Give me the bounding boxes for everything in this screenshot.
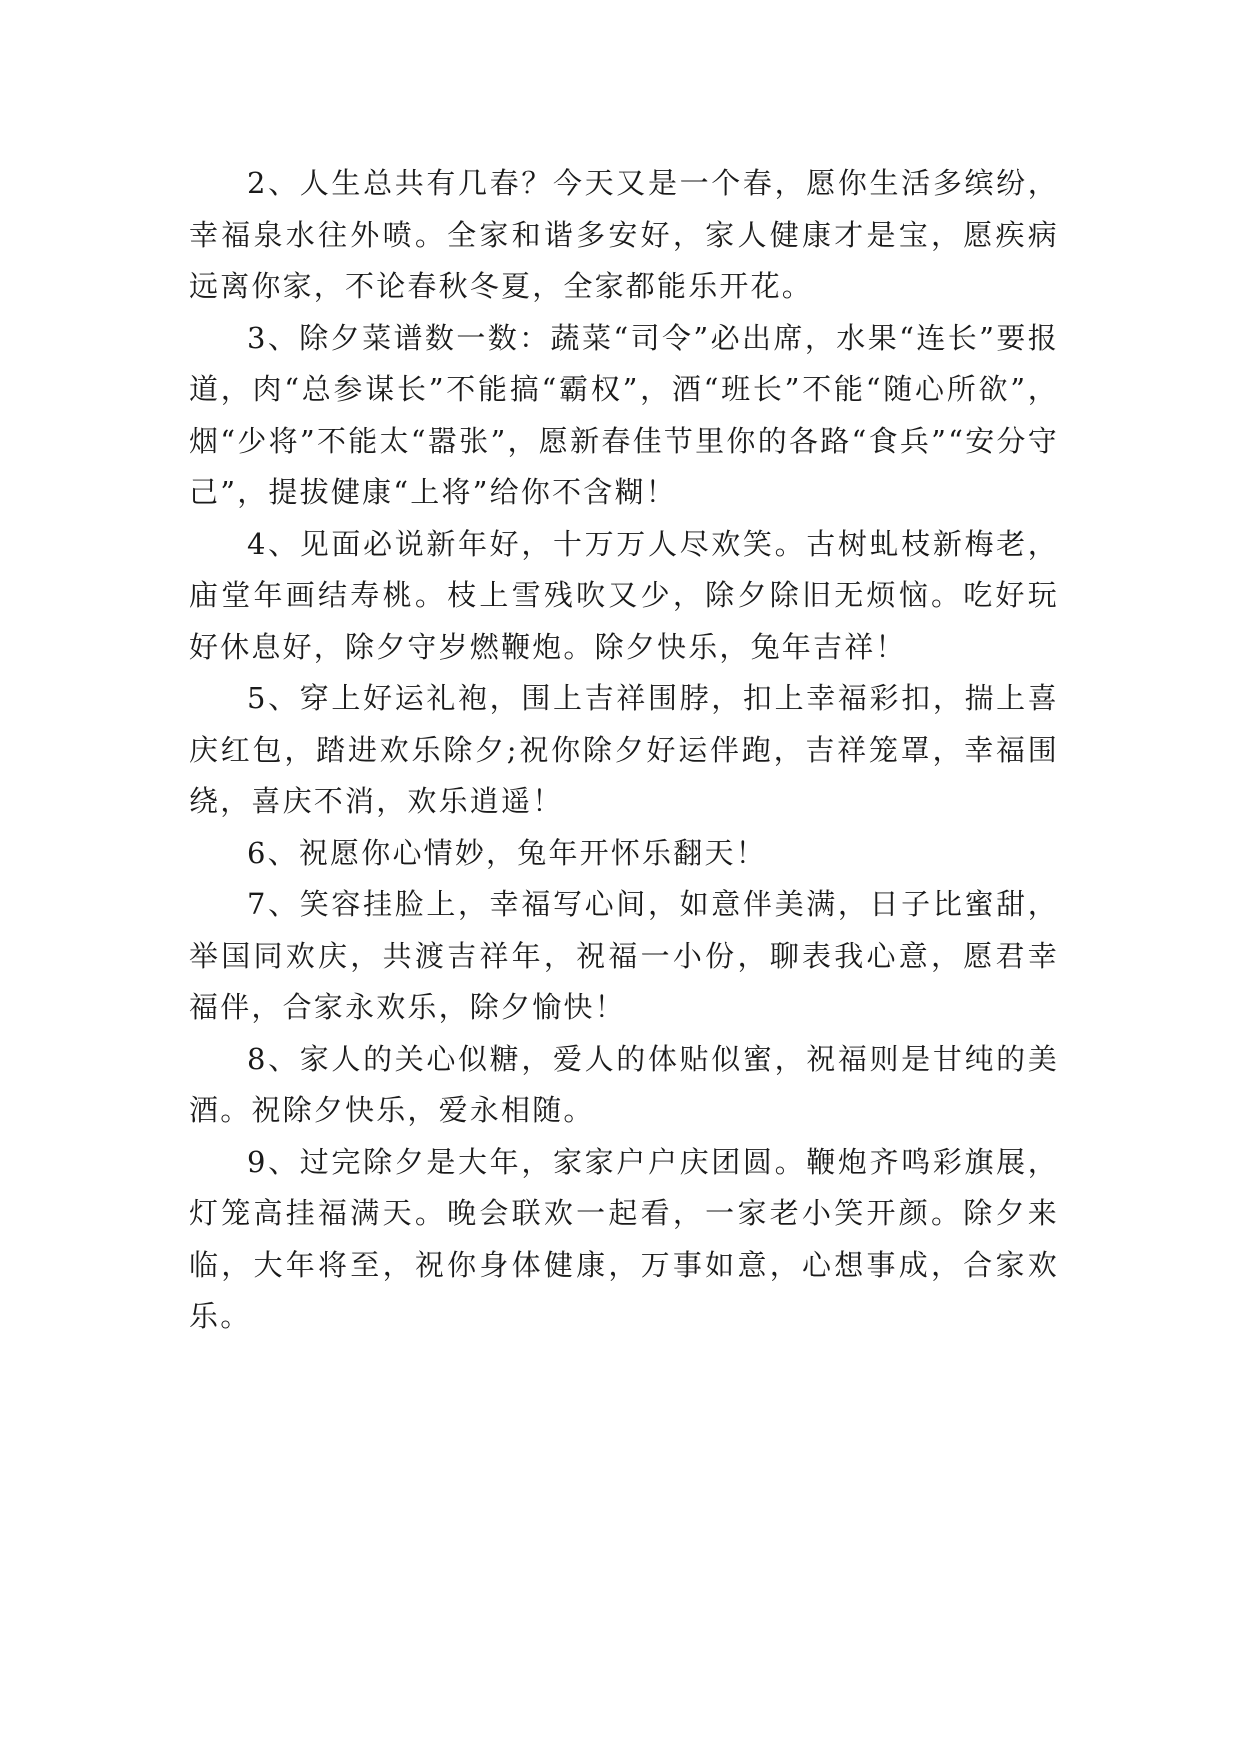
paragraph-4: 4、见面必说新年好，十万万人尽欢笑。古树虬枝新梅老，庙堂年画结寿桃。枝上雪残吹又少，除夕除旧无烦恼。吃好玩好休息好，除夕守岁燃鞭炮。除夕快乐，兔年吉祥！ <box>189 526 1059 664</box>
paragraph-9: 9、过完除夕是大年，家家户户庆团圆。鞭炮齐鸣彩旗展，灯笼高挂福满天。晚会联欢一起看，一家老小笑开颜。除夕来临，大年将至，祝你身体健康，万事如意，心想事成，合家欢乐。 <box>189 1144 1059 1333</box>
paragraph-7: 7、笑容挂脸上，幸福写心间，如意伴美满，日子比蜜甜，举国同欢庆，共渡吉祥年，祝福一小份，聊表我心意，愿君幸福伴，合家永欢乐，除夕愉快！ <box>189 887 1059 1024</box>
document-body <box>189 158 1059 1343</box>
paragraph-3: 3、除夕菜谱数一数：蔬菜“司令”必出席，水果“连长”要报道，肉“总参谋长”不能搞“霸权”，酒“班长”不能“随心所欲”，烟“少将”不能太“嚣张”，愿新春佳节里你的各路“食兵”“安分守己”，提拔健康“上将”给你不含糊！ <box>189 320 1059 509</box>
paragraph-6: 6、祝愿你心情妙，兔年开怀乐翻天！ <box>247 835 767 870</box>
paragraph-2: 2、人生总共有几春？今天又是一个春，愿你生活多缤纷，幸福泉水往外喷。全家和谐多安好，家人健康才是宝，愿疾病远离你家，不论春秋冬夏，全家都能乐开花。 <box>189 166 1059 303</box>
paragraph-5: 5、穿上好运礼袍，围上吉祥围脖，扣上幸福彩扣，揣上喜庆红包，踏进欢乐除夕;祝你除夕好运伴跑，吉祥笼罩，幸福围绕，喜庆不消，欢乐逍遥！ <box>189 681 1059 818</box>
paragraph-8: 8、家人的关心似糖，爱人的体贴似蜜，祝福则是甘纯的美酒。祝除夕快乐，爱永相随。 <box>189 1041 1059 1127</box>
